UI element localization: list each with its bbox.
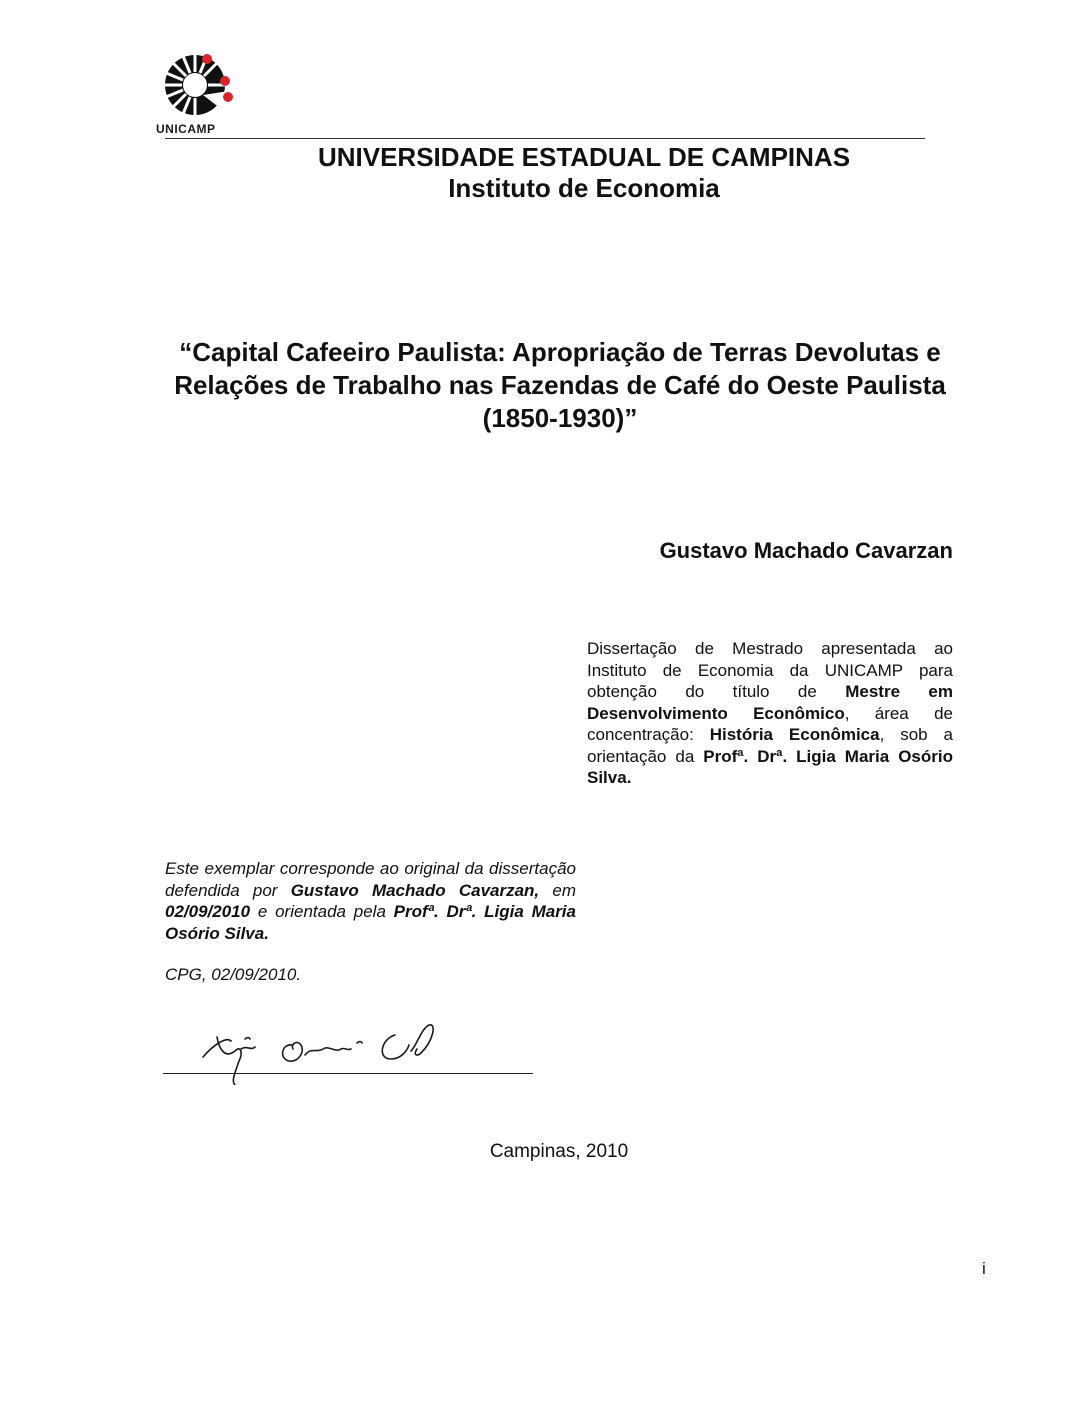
note-advisor: Profª. Drª. Ligia Maria Osório Silva. xyxy=(165,902,576,943)
institute-name: Instituto de Economia xyxy=(448,173,720,203)
statement-text: Dissertação de Mestrado apresentada ao Instituto de Economia da UNICAMP para obtenção do título de xyxy=(587,639,953,701)
author-name: Gustavo Machado Cavarzan xyxy=(659,538,953,563)
thesis-title-line: (1850-1930)” xyxy=(482,403,638,433)
dissertation-statement xyxy=(587,638,953,789)
statement-text: , sob a orientação da xyxy=(587,725,953,766)
statement-text: , área de concentração: xyxy=(587,703,953,744)
page-number: i xyxy=(982,1259,986,1278)
note-text: em xyxy=(539,880,576,900)
thesis-title-line: “Capital Cafeeiro Paulista: Apropriação de Terras Devolutas e xyxy=(179,337,941,367)
note-text: Este exemplar corresponde ao original da dissertação defendida por xyxy=(165,859,576,900)
concentration-area: História Econômica xyxy=(709,725,880,744)
thesis-title-line: Relações de Trabalho nas Fazendas de Café do Oeste Paulista xyxy=(174,370,946,400)
approval-note xyxy=(165,858,576,944)
handwritten-signature xyxy=(195,1015,455,1085)
note-author: Gustavo Machado Cavarzan, xyxy=(290,880,540,900)
cpg-date: CPG, 02/09/2010. xyxy=(165,965,302,984)
header-divider xyxy=(165,138,925,139)
thesis-title xyxy=(120,336,960,435)
defense-date: 02/09/2010 xyxy=(165,902,251,921)
university-name: UNIVERSIDADE ESTADUAL DE CAMPINAS xyxy=(317,142,851,172)
advisor-name: Profª. Drª. Ligia Maria Osório Silva. xyxy=(587,746,953,787)
note-text: e orientada pela xyxy=(250,902,394,921)
place-year: Campinas, 2010 xyxy=(489,1141,629,1162)
degree-name: Mestre em Desenvolvimento Econômico xyxy=(587,682,953,723)
logo-wordmark: UNICAMP xyxy=(156,122,216,136)
signature-line xyxy=(163,1073,533,1074)
